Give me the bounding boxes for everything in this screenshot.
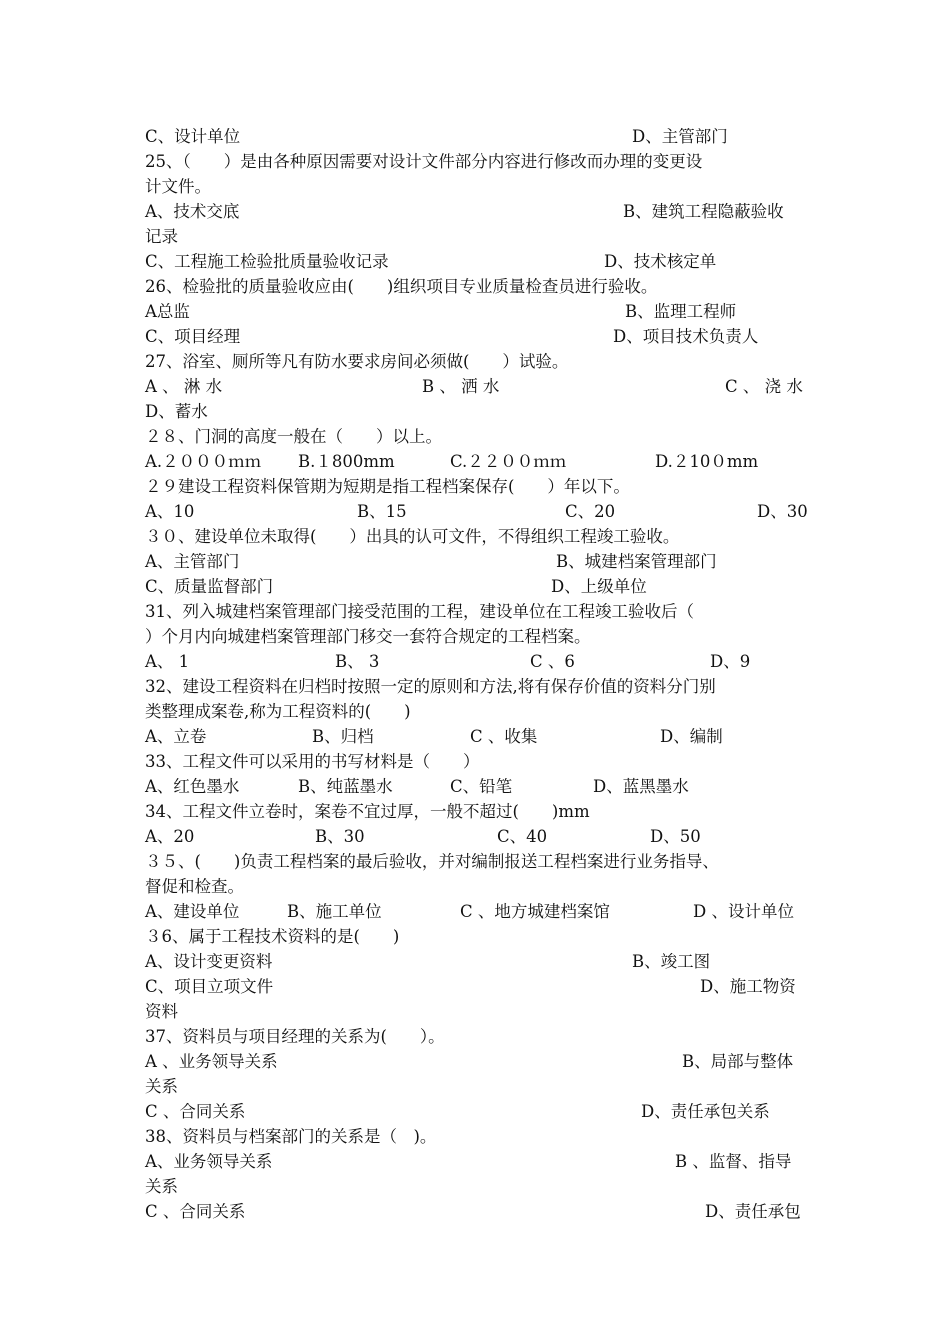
option-d: D、上级单位 [551, 577, 647, 596]
question-text: 32、建设工程资料在归档时按照一定的原则和方法,将有保存价值的资料分门别 [145, 677, 716, 696]
option-c: C、设计单位 [145, 127, 241, 146]
question-text: 27、浴室、厕所等凡有防水要求房间必须做( ）试验。 [145, 352, 569, 371]
option-b: B、归档 [312, 727, 374, 746]
option-line [145, 899, 810, 924]
option-c: C.２２００ｍｍ [450, 452, 567, 471]
question-text: 33、工程文件可以采用的书写材料是（ ） [145, 752, 480, 771]
option-line [145, 774, 810, 799]
option-c: C 、合同关系 [145, 1102, 246, 1121]
option-a: A、主管部门 [145, 552, 240, 571]
option-a: A、立卷 [145, 727, 207, 746]
option-a: A、技术交底 [145, 202, 240, 221]
question-text: 31、列入城建档案管理部门接受范围的工程，建设单位在工程竣工验收后（ [145, 602, 694, 621]
option-b: B.１800mm [298, 452, 395, 471]
option-b: B、 3 [335, 652, 380, 671]
option-a: A、红色墨水 [145, 777, 240, 796]
option-d: D、责任承包 [705, 1202, 801, 1221]
option-d: D、项目技术负责人 [613, 327, 759, 346]
option-d: D、30 [757, 502, 808, 521]
option-d: D、责任承包关系 [641, 1102, 770, 1121]
option-d: D、50 [650, 827, 701, 846]
question-text: ２８、门洞的高度一般在（ ）以上。 [145, 427, 442, 446]
option-c: C 、收集 [470, 727, 538, 746]
option-line [145, 974, 810, 999]
option-b: B、局部与整体 [682, 1052, 794, 1071]
option-c: C、20 [565, 502, 616, 521]
question-text: 34、工程文件立卷时，案卷不宜过厚，一般不超过( )mm [145, 802, 590, 821]
option-d: D、主管部门 [632, 127, 728, 146]
option-d: D、编制 [660, 727, 723, 746]
option-line [145, 374, 810, 399]
option-line [145, 299, 810, 324]
option-a: A、设计变更资料 [145, 952, 273, 971]
option-a: A 、业务领导关系 [145, 1052, 278, 1071]
option-c: C 、6 [530, 652, 575, 671]
question-text: 类整理成案卷,称为工程资料的( ) [145, 702, 411, 721]
option-a: A.２０００ｍｍ [145, 452, 262, 471]
option-line [145, 1049, 810, 1074]
option-line [145, 124, 810, 149]
option-d: D、施工物资 [700, 977, 796, 996]
option-line [145, 824, 810, 849]
question-text: ３５、( )负责工程档案的最后验收，并对编制报送工程档案进行业务指导、 [145, 852, 719, 871]
option-a: A、业务领导关系 [145, 1152, 273, 1171]
option-a: A、10 [145, 502, 195, 521]
option-c: C 、 浇 水 [725, 377, 803, 396]
option-line [145, 449, 810, 474]
question-text: 关系 [145, 1077, 178, 1096]
option-line [145, 549, 810, 574]
option-b: B、监理工程师 [625, 302, 737, 321]
question-text: ３０、建设单位未取得( ）出具的认可文件，不得组织工程竣工验收。 [145, 527, 680, 546]
option-line [145, 499, 810, 524]
option-b: B、城建档案管理部门 [556, 552, 717, 571]
option-d: D 、设计单位 [693, 902, 794, 921]
question-text: 计文件。 [145, 177, 211, 196]
option-c: C、工程施工检验批质量验收记录 [145, 252, 389, 271]
option-line [145, 1099, 810, 1124]
option-b: B、15 [357, 502, 407, 521]
option-d: D、技术核定单 [604, 252, 717, 271]
option-line [145, 574, 810, 599]
question-text: ３6、属于工程技术资料的是( ) [145, 927, 400, 946]
question-text: 37、资料员与项目经理的关系为( ）。 [145, 1027, 445, 1046]
question-text: ）个月内向城建档案管理部门移交一套符合规定的工程档案。 [145, 627, 591, 646]
option-line [145, 649, 810, 674]
option-d: D、蓝黑墨水 [593, 777, 689, 796]
option-a: A 、 淋 水 [145, 377, 223, 396]
option-c: C、项目立项文件 [145, 977, 274, 996]
option-b: B、纯蓝墨水 [298, 777, 393, 796]
option-a: A、20 [145, 827, 195, 846]
question-text: 资料 [145, 1002, 178, 1021]
question-text: ２９建设工程资料保管期为短期是指工程档案保存( ）年以下。 [145, 477, 630, 496]
option-b: B 、监督、指导 [675, 1152, 792, 1171]
option-line [145, 249, 810, 274]
option-c: C、质量监督部门 [145, 577, 274, 596]
option-b: B、建筑工程隐蔽验收 [623, 202, 784, 221]
option-a: A、 1 [145, 652, 190, 671]
option-line [145, 324, 810, 349]
option-b: B、施工单位 [287, 902, 382, 921]
option-b: B 、 洒 水 [422, 377, 500, 396]
option-c: C、铅笔 [450, 777, 513, 796]
question-text: 26、检验批的质量验收应由( )组织项目专业质量检查员进行验收。 [145, 277, 658, 296]
option-a: A、建设单位 [145, 902, 240, 921]
option-b: B、竣工图 [632, 952, 711, 971]
option-d: D、9 [710, 652, 751, 671]
option-line [145, 1199, 810, 1224]
question-text: 关系 [145, 1177, 178, 1196]
option-b: B、30 [315, 827, 365, 846]
question-text: 38、资料员与档案部门的关系是（ )。 [145, 1127, 437, 1146]
option-c: C 、地方城建档案馆 [460, 902, 610, 921]
option-line [145, 199, 810, 224]
question-text: 督促和检查。 [145, 877, 244, 896]
option-a: A总监 [145, 302, 190, 321]
option-d: D、蓄水 [145, 402, 208, 421]
option-line [145, 724, 810, 749]
option-line [145, 949, 810, 974]
option-c: C、40 [497, 827, 548, 846]
question-text: 25、（ ）是由各种原因需要对设计文件部分内容进行修改而办理的变更设 [145, 152, 703, 171]
question-text: 记录 [145, 227, 178, 246]
option-c: C、项目经理 [145, 327, 241, 346]
option-c: C 、合同关系 [145, 1202, 246, 1221]
option-d: D.２10０mm [655, 452, 759, 471]
option-line [145, 1149, 810, 1174]
